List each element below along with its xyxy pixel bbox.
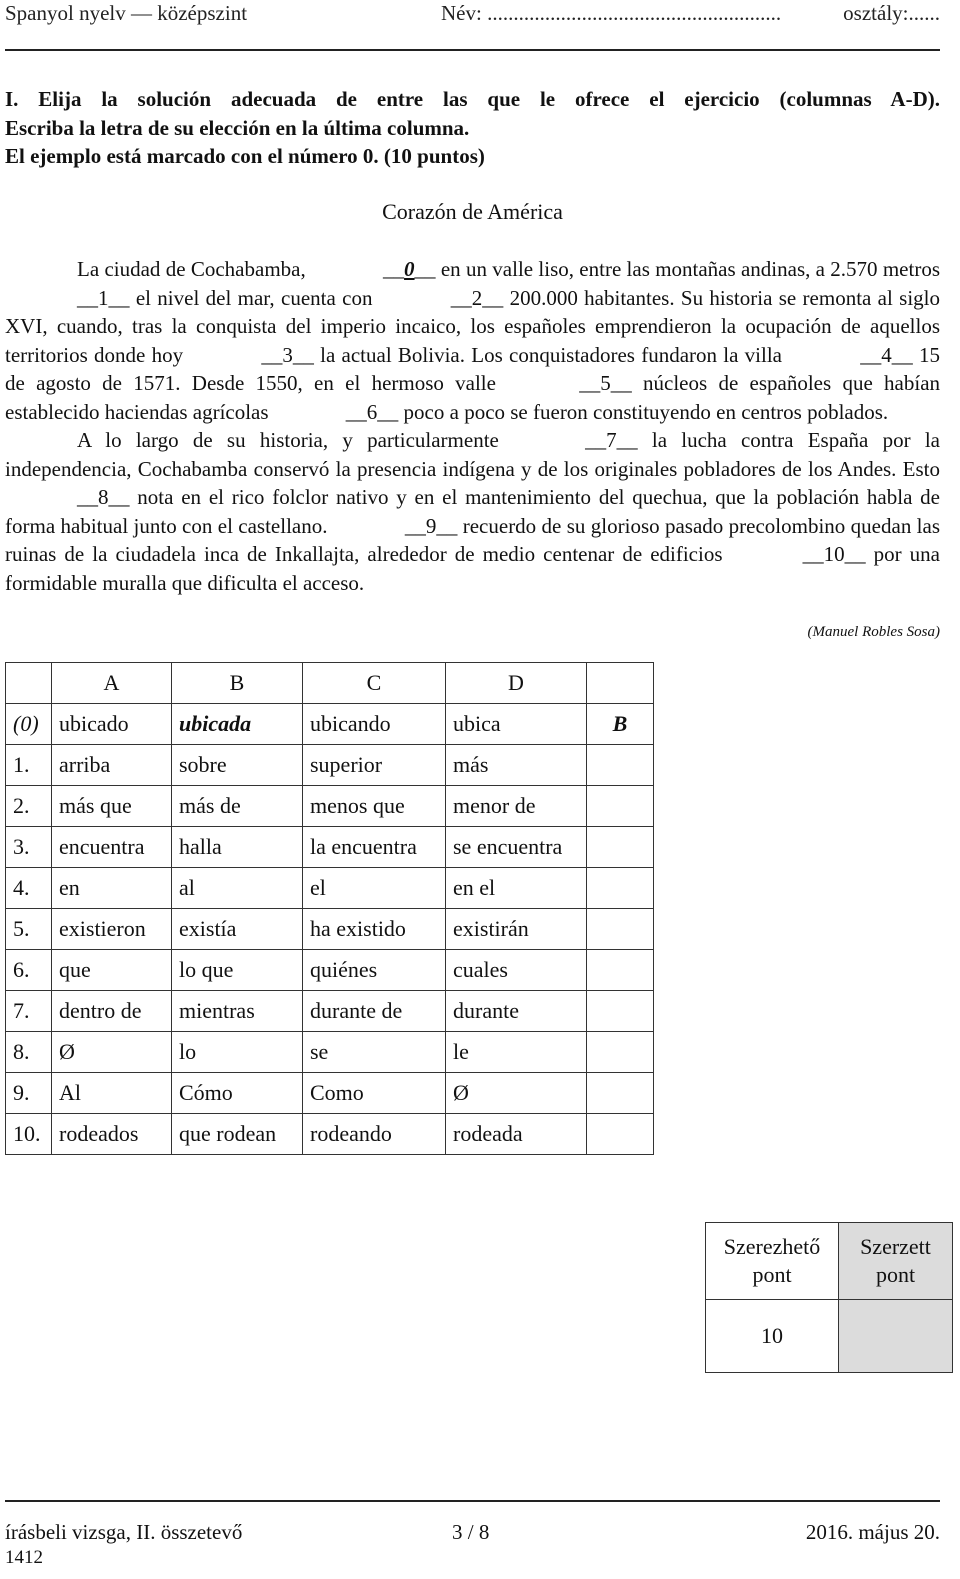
text-segment: 15 de agosto de 1571. Desde 1550, en el hermoso valle <box>5 342 941 395</box>
gap-0: __0__ <box>383 257 436 281</box>
option-a: Al <box>52 1073 172 1114</box>
option-b: existía <box>172 909 303 950</box>
header-cell-b: B <box>172 663 303 704</box>
option-b: que rodean <box>172 1114 303 1155</box>
option-a: en <box>52 868 172 909</box>
reading-text <box>5 255 940 597</box>
option-row <box>6 1114 654 1155</box>
options-header-row <box>6 663 654 704</box>
text-segment: A lo largo de su historia, y particularmente <box>77 428 499 452</box>
header-cell-c: C <box>303 663 446 704</box>
option-d: Ø <box>446 1073 587 1114</box>
option-b: lo que <box>172 950 303 991</box>
row-number: 2. <box>6 786 52 827</box>
answer-cell[interactable] <box>587 827 654 868</box>
text-segment: nota en el rico folclor nativo y en el mantenimiento del quechua, que la población habla de forma habitual junto con el castellano. <box>5 485 940 538</box>
row-number: 10. <box>6 1114 52 1155</box>
gap-8: __8__ <box>77 485 130 509</box>
header-cell-d: D <box>446 663 587 704</box>
text-segment: la actual Bolivia. Los conquistadores fundaron la villa <box>320 342 783 367</box>
page-footer <box>5 1519 940 1579</box>
option-b: halla <box>172 827 303 868</box>
gap-7: __7__ <box>585 428 638 452</box>
answer-cell[interactable] <box>587 950 654 991</box>
option-a: ubicado <box>52 704 172 745</box>
gap-10: __10__ <box>802 542 866 566</box>
option-a: existieron <box>52 909 172 950</box>
option-c: ha existido <box>303 909 446 950</box>
option-row <box>6 909 654 950</box>
option-a: dentro de <box>52 991 172 1032</box>
option-c: durante de <box>303 991 446 1032</box>
option-d: le <box>446 1032 587 1073</box>
option-b: mientras <box>172 991 303 1032</box>
option-b: Cómo <box>172 1073 303 1114</box>
text-segment: en un valle liso, entre las montañas andinas, a 2.570 metros <box>440 257 941 281</box>
header-cell <box>6 663 52 704</box>
option-a: encuentra <box>52 827 172 868</box>
answer-cell[interactable] <box>587 991 654 1032</box>
option-c: ubicando <box>303 704 446 745</box>
header-rule <box>5 49 940 51</box>
score-table <box>705 1222 953 1373</box>
option-c: rodeando <box>303 1114 446 1155</box>
option-b: más de <box>172 786 303 827</box>
option-c: se <box>303 1032 446 1073</box>
answer-cell[interactable] <box>587 1032 654 1073</box>
option-d: rodeada <box>446 1114 587 1155</box>
option-c: Como <box>303 1073 446 1114</box>
row-number: 3. <box>6 827 52 868</box>
possible-points-value: 10 <box>706 1300 839 1373</box>
possible-points-label: Szerezhető pont <box>706 1223 839 1300</box>
earned-points-field[interactable] <box>839 1300 953 1373</box>
answer-cell[interactable] <box>587 786 654 827</box>
text-title: Corazón de América <box>382 199 563 224</box>
text-segment: la lucha contra España por la independencia, Cochabamba conservó la presencia indígena y de los originales pobladores de los Andes. Esto <box>5 428 940 481</box>
text-segment: por una formidable muralla que dificulta el acceso. <box>5 542 941 595</box>
gap-2: __2__ <box>450 285 504 310</box>
option-row <box>6 827 654 868</box>
instruction-line-3: El ejemplo está marcado con el número 0. (10 puntos) <box>5 144 485 168</box>
footer-page-number: 3 / 8 <box>452 1520 490 1544</box>
option-d: menor de <box>446 786 587 827</box>
option-b: al <box>172 868 303 909</box>
option-d: en el <box>446 868 587 909</box>
gap-9: __9__ <box>404 513 458 538</box>
option-d: durante <box>446 991 587 1032</box>
gap-3: __3__ <box>261 342 314 367</box>
answer-cell[interactable] <box>587 1073 654 1114</box>
row-number: 6. <box>6 950 52 991</box>
row-number: 9. <box>6 1073 52 1114</box>
options-table <box>5 662 654 1155</box>
option-c: menos que <box>303 786 446 827</box>
option-row <box>6 1032 654 1073</box>
answer-cell[interactable] <box>587 1114 654 1155</box>
option-c: el <box>303 868 446 909</box>
answer-cell[interactable] <box>587 909 654 950</box>
option-row <box>6 1073 654 1114</box>
text-segment: poco a poco se fueron constituyendo en centros poblados. <box>403 399 889 424</box>
option-b: ubicada <box>172 704 303 745</box>
header-name-field: Név: ........................................................ <box>441 1 782 25</box>
option-d: cuales <box>446 950 587 991</box>
option-row <box>6 991 654 1032</box>
row-number: 7. <box>6 991 52 1032</box>
option-row <box>6 745 654 786</box>
option-row <box>6 950 654 991</box>
footer-date: 2016. május 20. <box>805 1520 940 1544</box>
author-credit: (Manuel Robles Sosa) <box>807 624 940 640</box>
gap-6: __6__ <box>345 399 399 424</box>
instruction-line-2: Escriba la letra de su elección en la última columna. <box>5 115 470 140</box>
paragraph-2 <box>5 426 940 597</box>
option-c: la encuentra <box>303 827 446 868</box>
answer-cell[interactable] <box>587 745 654 786</box>
paragraph-1 <box>5 255 940 426</box>
row-number: 4. <box>6 868 52 909</box>
option-b: lo <box>172 1032 303 1073</box>
row-number: 1. <box>6 745 52 786</box>
gap-4: __4__ <box>860 342 913 367</box>
footer-exam-part: írásbeli vizsga, II. összetevő <box>5 1520 243 1544</box>
option-a: que <box>52 950 172 991</box>
text-segment: La ciudad de Cochabamba, <box>77 257 306 281</box>
text-segment: recuerdo de su glorioso pasado precolombino quedan las ruinas de la ciudadela inca de Inkallajta, alrededor de medio centenar de edificios <box>5 513 941 566</box>
gap-1: __1__ <box>77 285 130 310</box>
option-row <box>6 868 654 909</box>
option-a: rodeados <box>52 1114 172 1155</box>
option-d: ubica <box>446 704 587 745</box>
earned-points-label: Szerzett pont <box>839 1223 953 1300</box>
header-cell-answer <box>587 663 654 704</box>
instruction-line-1: I. Elija la solución adecuada de entre las que le ofrece el ejercicio (columnas A-D). <box>5 87 940 111</box>
option-d: existirán <box>446 909 587 950</box>
option-c: quiénes <box>303 950 446 991</box>
gap-5: __5__ <box>579 371 632 395</box>
option-b: sobre <box>172 745 303 786</box>
option-c: superior <box>303 745 446 786</box>
footer-rule <box>5 1500 940 1502</box>
header-subject: Spanyol nyelv — középszint <box>5 1 248 25</box>
header-cell-a: A <box>52 663 172 704</box>
text-segment: el nivel del mar, cuenta con <box>135 285 373 310</box>
text-segment: núcleos de españoles que habían establecido haciendas agrícolas <box>5 371 941 424</box>
row-number: 8. <box>6 1032 52 1073</box>
option-a: Ø <box>52 1032 172 1073</box>
example-row <box>6 704 654 745</box>
option-d: se encuentra <box>446 827 587 868</box>
option-a: más que <box>52 786 172 827</box>
option-row <box>6 786 654 827</box>
option-a: arriba <box>52 745 172 786</box>
option-d: más <box>446 745 587 786</box>
footer-code: 1412 <box>5 1547 43 1568</box>
text-segment: 200.000 habitantes. Su historia se remonta al siglo XVI, cuando, tras la conquista del imperio incaico, los españoles emprendieron la ocupación de aquellos territorios donde hoy <box>5 285 940 367</box>
header-class-field: osztály:...... <box>843 1 940 25</box>
page-header <box>5 0 940 36</box>
answer-cell: B <box>587 704 654 745</box>
row-number: (0) <box>6 704 52 745</box>
row-number: 5. <box>6 909 52 950</box>
answer-cell[interactable] <box>587 868 654 909</box>
task-instructions <box>5 85 940 171</box>
